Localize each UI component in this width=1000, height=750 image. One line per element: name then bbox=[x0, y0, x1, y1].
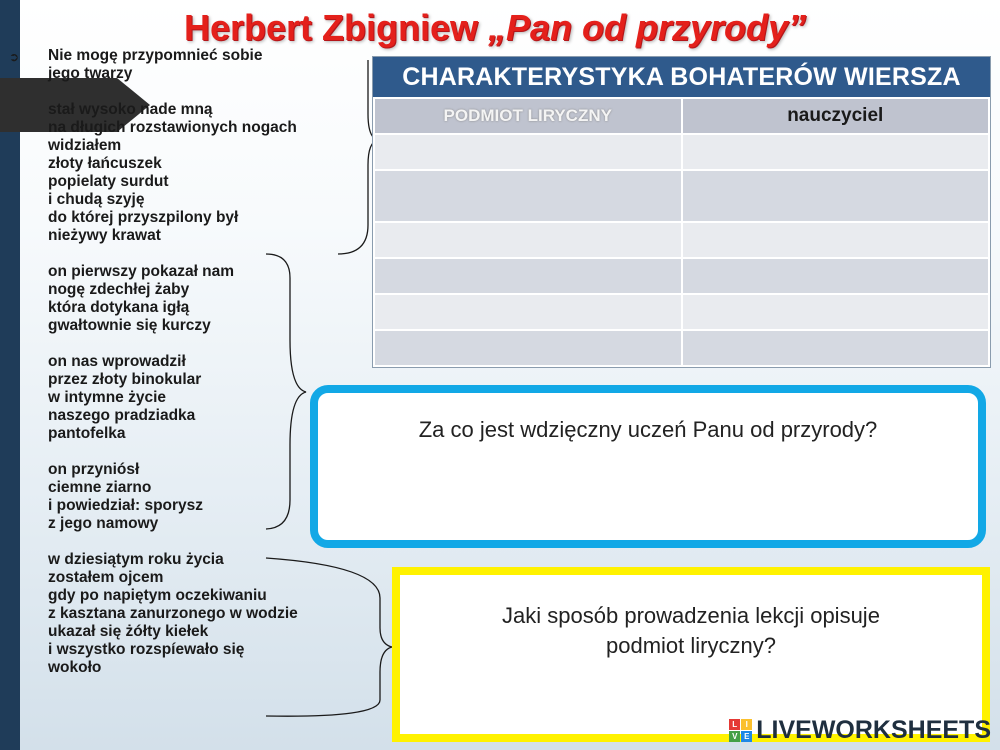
table-header: CHARAKTERYSTYKA BOHATERÓW WIERSZA bbox=[373, 57, 990, 97]
liveworksheets-logo bbox=[729, 715, 991, 745]
poem-line: on nas wprowadził bbox=[48, 353, 186, 370]
answer-cell[interactable] bbox=[682, 330, 990, 366]
poem-line: widziałem bbox=[48, 137, 122, 154]
poem-line: w dziesiątym roku życia bbox=[48, 551, 224, 568]
poem-line: on pierwszy pokazał nam bbox=[48, 263, 235, 280]
poem-line: naszego pradziadka bbox=[48, 407, 196, 424]
poem-line: i powiedział: sporysz bbox=[48, 497, 204, 514]
answer-cell[interactable] bbox=[374, 294, 682, 330]
logo-blocks-icon bbox=[729, 719, 752, 742]
title-work: „Pan od przyrody” bbox=[487, 7, 807, 48]
character-grid bbox=[373, 97, 990, 367]
poem-line: przez złoty binokular bbox=[48, 371, 202, 388]
logo-block: V bbox=[729, 731, 740, 742]
logo-block: I bbox=[741, 719, 752, 730]
column-header-nauczyciel: nauczyciel bbox=[682, 98, 990, 134]
logo-block: E bbox=[741, 731, 752, 742]
poem-line: w intymne życie bbox=[48, 389, 167, 406]
title-author: Herbert Zbigniew bbox=[183, 7, 488, 48]
question-1-text: Za co jest wdzięczny uczeń Panu od przyrody? bbox=[418, 417, 878, 442]
poem-line: która dotykana igłą bbox=[48, 299, 190, 316]
question-2-line: podmiot liryczny? bbox=[606, 633, 776, 658]
answer-cell[interactable] bbox=[682, 294, 990, 330]
poem-line: do której przyszpilony był bbox=[48, 209, 239, 226]
logo-block: L bbox=[729, 719, 740, 730]
poem-line: na długich rozstawionych nogach bbox=[48, 119, 297, 136]
table-head-row bbox=[374, 98, 989, 134]
poem-line: złoty łańcuszek bbox=[48, 155, 162, 172]
answer-cell[interactable] bbox=[374, 258, 682, 294]
logo-text: LIVEWORKSHEETS bbox=[756, 715, 991, 744]
table-row bbox=[374, 134, 989, 170]
stanza-braces bbox=[0, 0, 400, 750]
poem-line: jego twarzy bbox=[48, 65, 133, 82]
bullet-arrow-icon: ➲ bbox=[9, 50, 20, 64]
poem-line: stał wysoko nade mną bbox=[48, 101, 213, 118]
poem-line: popielaty surdut bbox=[48, 173, 169, 190]
answer-cell[interactable] bbox=[682, 134, 990, 170]
poem-line: i wszystko rozspíewało się bbox=[48, 641, 245, 658]
answer-cell[interactable] bbox=[374, 222, 682, 258]
table-row bbox=[374, 222, 989, 258]
poem-line: z jego namowy bbox=[48, 515, 159, 532]
answer-cell[interactable] bbox=[374, 170, 682, 222]
question-2-line: Jaki sposób prowadzenia lekcji opisuje bbox=[502, 603, 880, 628]
answer-cell[interactable] bbox=[374, 134, 682, 170]
poem-line: pantofelka bbox=[48, 425, 126, 442]
poem-line: ukazał się żółty kiełek bbox=[48, 623, 209, 640]
poem-line: nieżywy krawat bbox=[48, 227, 161, 244]
poem-line: zostałem ojcem bbox=[48, 569, 164, 586]
poem-line: z kasztana zanurzonego w wodzie bbox=[48, 605, 298, 622]
poem-line: wokoło bbox=[48, 659, 102, 676]
answer-cell[interactable] bbox=[682, 222, 990, 258]
poem-line: ciemne ziarno bbox=[48, 479, 152, 496]
poem-line: gwałtownie się kurczy bbox=[48, 317, 211, 334]
poem-line: i chudą szyję bbox=[48, 191, 145, 208]
question-1-answer-box[interactable] bbox=[310, 385, 986, 548]
poem-line: nogę zdechłej żaby bbox=[48, 281, 190, 298]
poem-line: Nie mogę przypomnieć sobie bbox=[48, 47, 263, 64]
brace-stanza-5 bbox=[266, 558, 392, 716]
table-row bbox=[374, 330, 989, 366]
table-row bbox=[374, 294, 989, 330]
table-row bbox=[374, 258, 989, 294]
column-header-podmiot: PODMIOT LIRYCZNY bbox=[374, 98, 682, 134]
poem-line: gdy po napiętym oczekiwaniu bbox=[48, 587, 267, 604]
question-2-text bbox=[400, 601, 982, 661]
brace-stanza-3 bbox=[266, 254, 306, 529]
poem-line: on przyniósł bbox=[48, 461, 140, 478]
character-table bbox=[372, 56, 991, 368]
answer-cell[interactable] bbox=[682, 258, 990, 294]
answer-cell[interactable] bbox=[682, 170, 990, 222]
table-row bbox=[374, 170, 989, 222]
answer-cell[interactable] bbox=[374, 330, 682, 366]
